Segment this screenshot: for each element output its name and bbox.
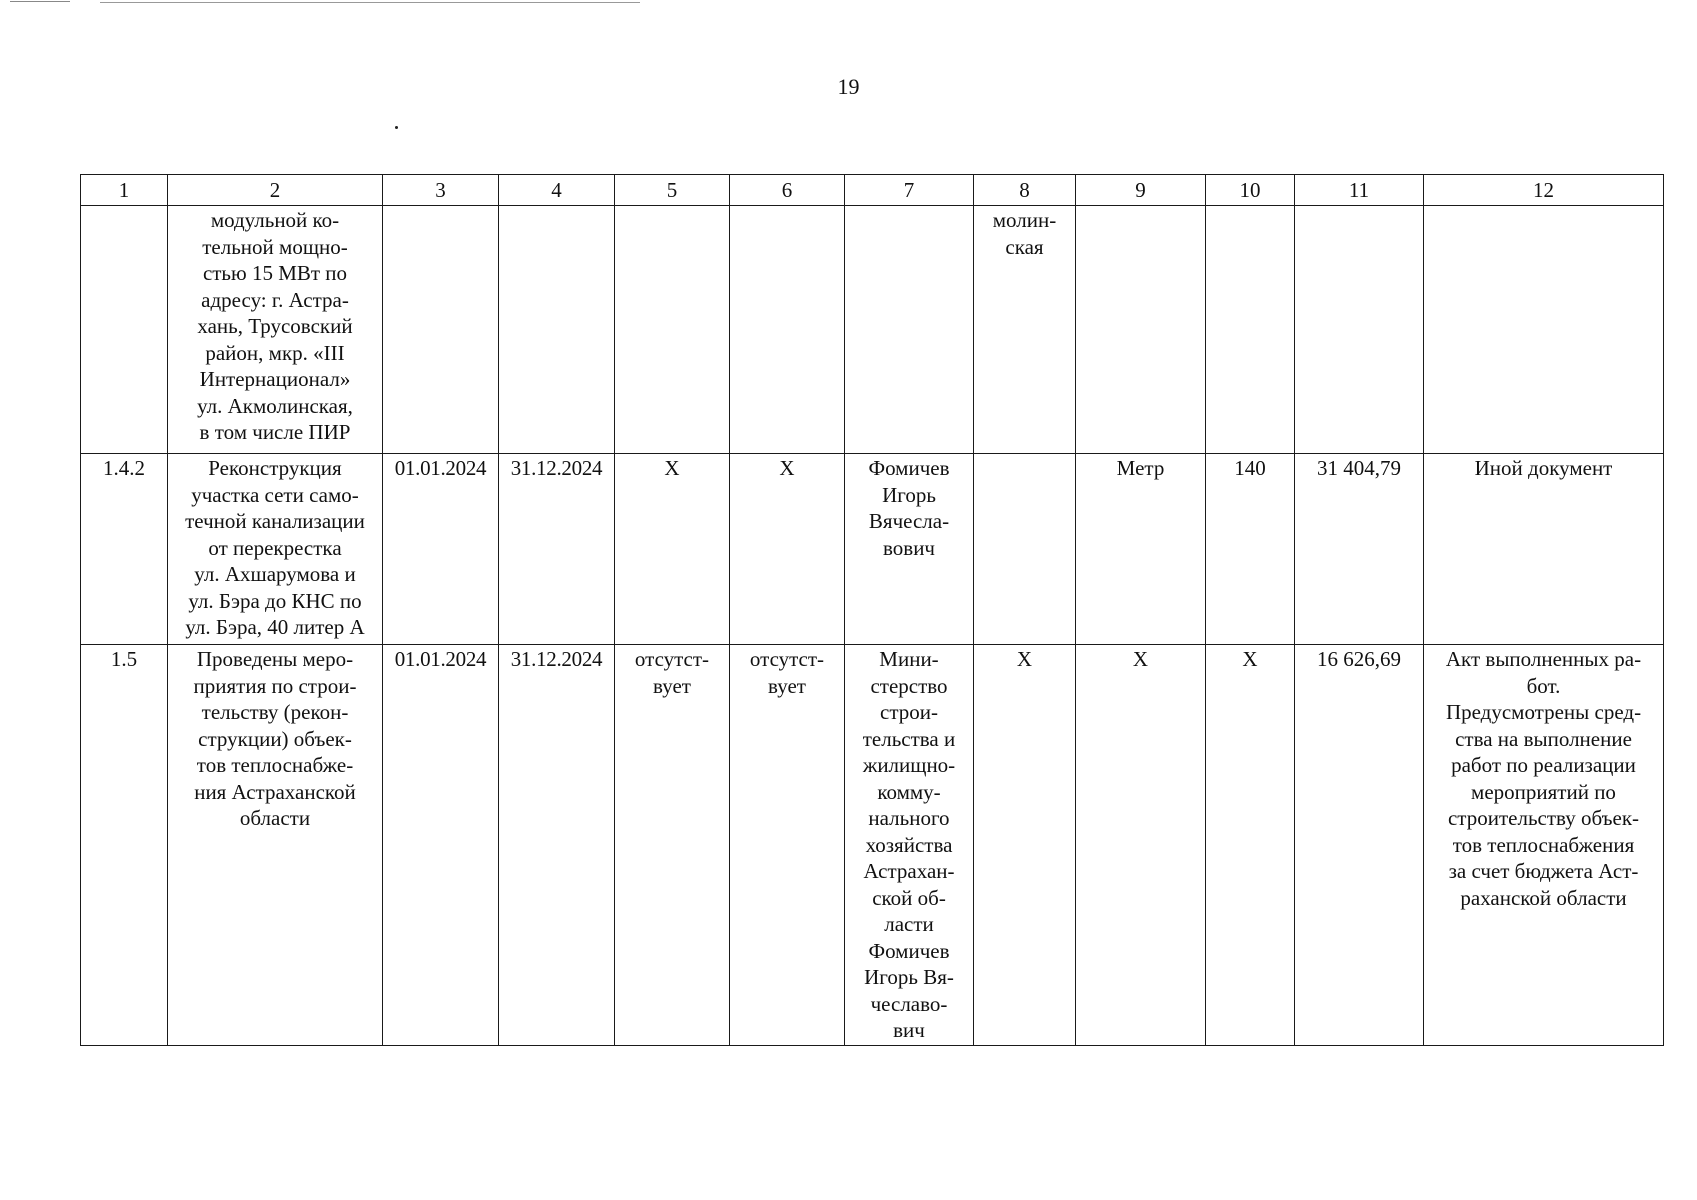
column-header: 10 xyxy=(1206,175,1295,206)
table-cell: модульной ко- тельной мощно- стью 15 МВт по адресу: г. Астра- хань, Трусовский район, мкр. «III Интернационал» ул. Акмолинская, в том числе ПИР xyxy=(168,206,383,454)
table-cell: 31.12.2024 xyxy=(499,645,615,1046)
column-header: 9 xyxy=(1076,175,1206,206)
table-cell: 1.4.2 xyxy=(81,454,168,645)
column-header: 2 xyxy=(168,175,383,206)
table-cell: Х xyxy=(1206,645,1295,1046)
table-cell: Х xyxy=(974,645,1076,1046)
column-header: 6 xyxy=(730,175,845,206)
scan-speck xyxy=(395,126,398,129)
table-cell xyxy=(615,206,730,454)
table-cell: молин- ская xyxy=(974,206,1076,454)
table-cell: Реконструкция участка сети само- течной канализации от перекрестка ул. Ахшарумова и ул. Бэра до КНС по ул. Бэра, 40 литер А xyxy=(168,454,383,645)
page-number: 19 xyxy=(837,74,860,99)
table-cell xyxy=(974,454,1076,645)
scan-artifact-line xyxy=(10,1,70,2)
table-cell xyxy=(1424,206,1664,454)
column-header: 11 xyxy=(1295,175,1424,206)
table-cell xyxy=(845,206,974,454)
table-cell: Х xyxy=(1076,645,1206,1046)
table-cell: Фомичев Игорь Вячесла- вович xyxy=(845,454,974,645)
table-cell xyxy=(1076,206,1206,454)
table-cell: Иной документ xyxy=(1424,454,1664,645)
table-row xyxy=(81,454,1664,645)
table-cell: Акт выполненных ра- бот. Предусмотрены сред- ства на выполнение работ по реализации мероприятий по строительству объек- тов теплоснабжения за счет бюджета Аст- раханской области xyxy=(1424,645,1664,1046)
column-header: 3 xyxy=(383,175,499,206)
table-cell: 16 626,69 xyxy=(1295,645,1424,1046)
table-cell: 01.01.2024 xyxy=(383,454,499,645)
table-cell: Мини- стерство строи- тельства и жилищно- комму- нального хозяйства Астрахан- ской об- ласти Фомичев Игорь Вя- чеславо- вич xyxy=(845,645,974,1046)
table-cell xyxy=(1295,206,1424,454)
table-cell: 1.5 xyxy=(81,645,168,1046)
header-row xyxy=(81,175,1664,206)
table-cell: Проведены меро- приятия по строи- тельству (рекон- струкции) объек- тов теплоснабже- ния Астраханской области xyxy=(168,645,383,1046)
table-cell: отсутст- вует xyxy=(730,645,845,1046)
column-header: 5 xyxy=(615,175,730,206)
table-cell xyxy=(383,206,499,454)
column-header: 12 xyxy=(1424,175,1664,206)
table-row xyxy=(81,206,1664,454)
table-cell: Х xyxy=(730,454,845,645)
column-header: 4 xyxy=(499,175,615,206)
table-cell: 31.12.2024 xyxy=(499,454,615,645)
table-cell xyxy=(1206,206,1295,454)
table-cell: 140 xyxy=(1206,454,1295,645)
data-table xyxy=(80,174,1664,1046)
table-cell xyxy=(499,206,615,454)
table-cell: Х xyxy=(615,454,730,645)
column-header: 1 xyxy=(81,175,168,206)
table-row xyxy=(81,645,1664,1046)
scan-artifact-line xyxy=(100,2,640,3)
table-cell xyxy=(730,206,845,454)
table-cell: 01.01.2024 xyxy=(383,645,499,1046)
table-cell xyxy=(81,206,168,454)
table-cell: отсутст- вует xyxy=(615,645,730,1046)
table-cell: 31 404,79 xyxy=(1295,454,1424,645)
table-cell: Метр xyxy=(1076,454,1206,645)
column-header: 8 xyxy=(974,175,1076,206)
column-header: 7 xyxy=(845,175,974,206)
